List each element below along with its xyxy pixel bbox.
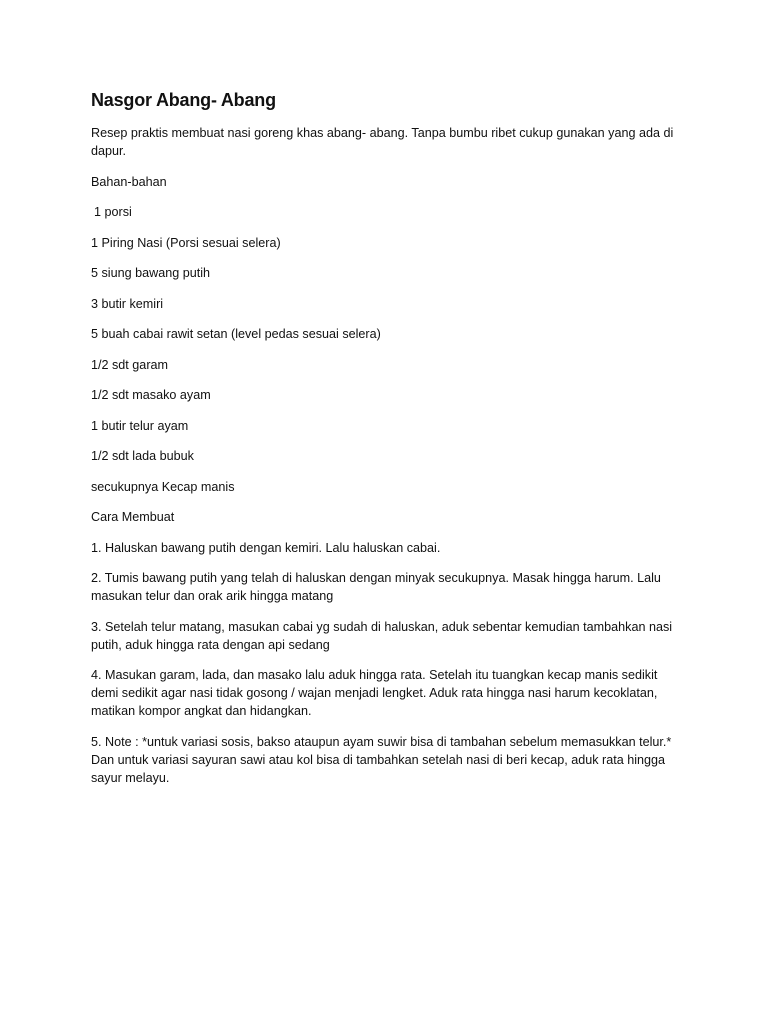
intro-paragraph: Resep praktis membuat nasi goreng khas abang- abang. Tanpa bumbu ribet cukup gunakan yang ada di dapur. [91, 126, 674, 158]
ingredient-item: 1/2 sdt lada bubuk [91, 449, 194, 463]
recipe-document [91, 88, 681, 799]
ingredient-item: 3 butir kemiri [91, 296, 164, 311]
ingredient-item: 1 Piring Nasi (Porsi sesuai selera) [91, 235, 281, 250]
ingredient-item: 5 buah cabai rawit setan (level pedas sesuai selera) [91, 327, 381, 341]
step-item: 4. Masukan garam, lada, dan masako lalu aduk hingga rata. Setelah itu tuangkan kecap manis sedikit demi sedikit agar nasi tidak gosong / wajan menjadi lengket. Aduk rata hingga nasi harum kecoklatan, matikan kompor angkat dan hidangkan. [91, 668, 658, 718]
steps-heading: Cara Membuat [91, 510, 175, 524]
step-item: 5. Note : *untuk variasi sosis, bakso ataupun ayam suwir bisa di tambahan sebelum memasukkan telur.* Dan untuk variasi sayuran sawi atau kol bisa di tambahkan setelah nasi di beri kecap, aduk rata hingga sayur melayu. [91, 734, 672, 785]
ingredient-item: 1/2 sdt garam [91, 357, 169, 372]
portion-text: 1 porsi [94, 205, 132, 219]
step-item: 1. Haluskan bawang putih dengan kemiri. Lalu haluskan cabai. [91, 540, 441, 555]
ingredient-item: 5 siung bawang putih [91, 266, 211, 280]
ingredient-item: 1 butir telur ayam [91, 418, 189, 433]
ingredient-item: secukupnya Kecap manis [91, 479, 235, 494]
page-title: Nasgor Abang- Abang [91, 90, 276, 110]
step-item: 2. Tumis bawang putih yang telah di haluskan dengan minyak secukupnya. Masak hingga harum. Lalu masukan telur dan orak arik hingga matang [91, 571, 661, 603]
ingredient-item: 1/2 sdt masako ayam [91, 388, 211, 402]
step-item: 3. Setelah telur matang, masukan cabai yg sudah di haluskan, aduk sebentar kemudian tambahkan nasi putih, aduk hingga rata dengan api sedang [91, 619, 673, 652]
ingredients-heading: Bahan-bahan [91, 174, 167, 189]
